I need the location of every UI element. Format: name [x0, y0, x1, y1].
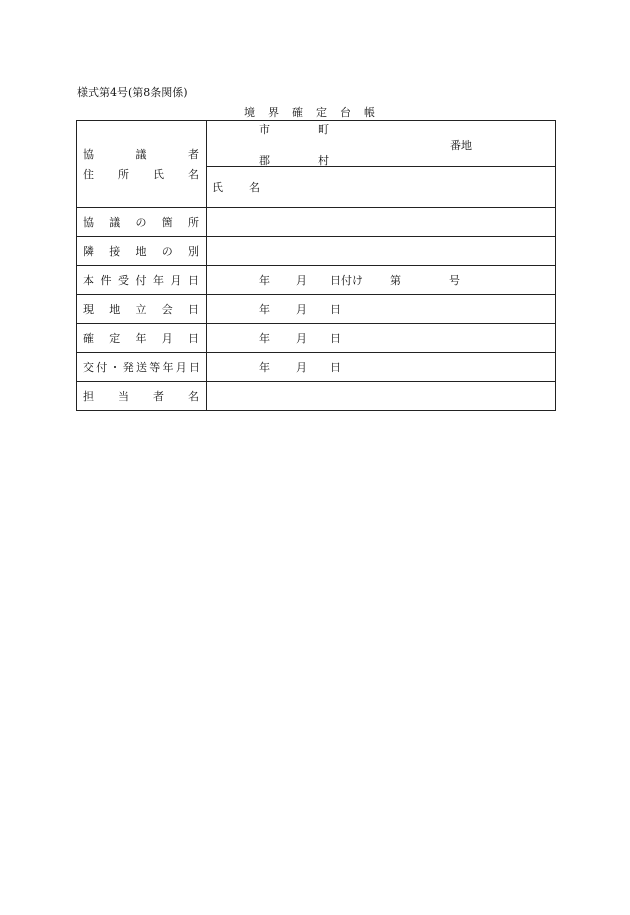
address-town-label: 町: [318, 123, 329, 136]
address-county-label: 郡: [259, 154, 270, 167]
confirmation-date-field[interactable]: [207, 324, 556, 353]
form-caption: 様式第4号(第8条関係): [77, 86, 188, 99]
label-char: の: [161, 245, 173, 258]
label-char: 付: [135, 274, 147, 287]
title-char: 境: [244, 106, 255, 119]
title-char: 確: [292, 106, 303, 119]
label-char: 受: [118, 274, 129, 287]
label-char: 名: [188, 390, 199, 403]
label-char: 氏: [153, 168, 164, 181]
receipt-date-field[interactable]: [207, 266, 556, 295]
label-char: 年: [153, 274, 164, 287]
month-label: 月: [296, 332, 307, 345]
title-char: 台: [340, 106, 351, 119]
label-char: 等: [149, 361, 161, 374]
site-meeting-date-field[interactable]: [207, 295, 556, 324]
table-row: [77, 295, 556, 324]
party-label-line1: [77, 146, 206, 162]
number-suffix-label: 号: [449, 274, 460, 287]
label-char: 協: [83, 148, 94, 161]
label-char: 名: [188, 168, 199, 181]
consultation-location-field[interactable]: [207, 208, 556, 237]
party-address-name-label: [77, 121, 207, 208]
table-row: [77, 266, 556, 295]
year-label: 年: [259, 303, 270, 316]
number-prefix-label: 第: [390, 274, 401, 287]
label-char: 所: [118, 168, 129, 181]
label-char: 送: [136, 361, 147, 374]
table-row: [77, 324, 556, 353]
month-label: 月: [296, 361, 307, 374]
label-char: 住: [83, 168, 94, 181]
label-char: 月: [161, 332, 173, 345]
label-char: 接: [109, 245, 121, 258]
label-char: 月: [175, 361, 187, 374]
label-char: 当: [118, 390, 129, 403]
address-lot-number-label: 番地: [450, 139, 472, 152]
boundary-ledger-table: [76, 120, 556, 411]
name-label-char: 氏: [212, 181, 223, 194]
day-label: 日: [330, 361, 341, 374]
party-label-line2: [77, 166, 206, 182]
name-label-char: 名: [249, 181, 260, 194]
address-city-label: 市: [259, 123, 270, 136]
year-label: 年: [259, 332, 270, 345]
label-char: 月: [170, 274, 182, 287]
table-row: [77, 208, 556, 237]
label-char: 隣: [83, 245, 94, 258]
name-field[interactable]: [207, 167, 556, 208]
label-char: 日: [188, 303, 199, 316]
person-in-charge-field[interactable]: [207, 382, 556, 411]
table-row: [77, 353, 556, 382]
label-char: 地: [109, 303, 121, 316]
row-label-delivery-date: [77, 353, 207, 382]
label-char: 付: [96, 361, 108, 374]
label-char: 日: [188, 274, 199, 287]
row-label-adjacent-land: [77, 237, 207, 266]
label-char: の: [135, 216, 147, 229]
label-char: 定: [109, 332, 121, 345]
year-label: 年: [259, 274, 270, 287]
adjacent-land-field[interactable]: [207, 237, 556, 266]
dated-label: 日付け: [330, 274, 363, 287]
row-label-consultation-location: [77, 208, 207, 237]
label-char: 議: [109, 216, 121, 229]
label-char: 年: [135, 332, 147, 345]
label-char: 日: [188, 332, 199, 345]
day-label: 日: [330, 303, 341, 316]
title-char: 界: [268, 106, 279, 119]
row-label-person-in-charge: [77, 382, 207, 411]
label-char: 発: [122, 361, 134, 374]
label-char: 議: [135, 148, 147, 161]
label-char: 確: [83, 332, 94, 345]
label-char: 地: [135, 245, 147, 258]
year-label: 年: [259, 361, 270, 374]
table-row: [77, 237, 556, 266]
label-char: 件: [100, 274, 112, 287]
label-char: 者: [153, 390, 164, 403]
label-char: 所: [188, 216, 199, 229]
label-char: 箇: [161, 216, 173, 229]
label-char: 担: [83, 390, 94, 403]
label-char: ・: [109, 361, 121, 374]
title-char: 帳: [364, 106, 375, 119]
label-char: 別: [188, 245, 199, 258]
label-char: 年: [162, 361, 174, 374]
row-label-receipt-date: [77, 266, 207, 295]
label-char: 協: [83, 216, 94, 229]
delivery-date-field[interactable]: [207, 353, 556, 382]
address-village-label: 村: [318, 154, 329, 167]
label-char: 者: [188, 148, 199, 161]
label-char: 立: [135, 303, 147, 316]
month-label: 月: [296, 303, 307, 316]
row-label-site-meeting-date: [77, 295, 207, 324]
label-char: 日: [189, 361, 200, 374]
label-char: 交: [83, 361, 94, 374]
row-label-confirmation-date: [77, 324, 207, 353]
address-field[interactable]: [207, 121, 556, 167]
table-row: [77, 382, 556, 411]
month-label: 月: [296, 274, 307, 287]
label-char: 会: [161, 303, 173, 316]
label-char: 本: [83, 274, 94, 287]
ledger-title: [244, 104, 388, 120]
title-char: 定: [316, 106, 327, 119]
day-label: 日: [330, 332, 341, 345]
label-char: 現: [83, 303, 94, 316]
